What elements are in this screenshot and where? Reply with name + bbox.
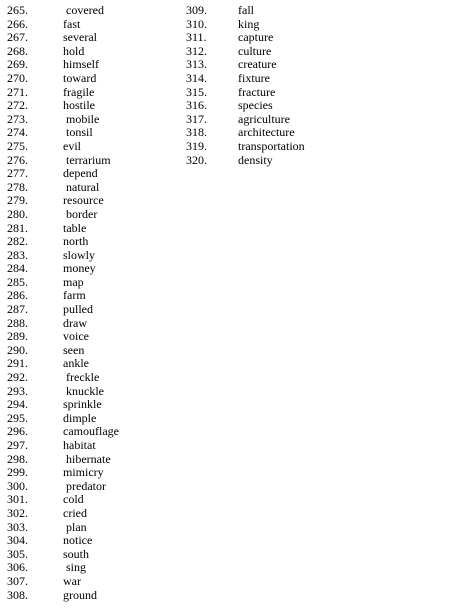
item-word: himself: [63, 57, 99, 72]
item-word: draw: [63, 315, 87, 330]
item-word: border: [66, 206, 98, 221]
item-word: camouflage: [63, 424, 119, 439]
item-number: 270.: [7, 70, 28, 85]
item-number: 317.: [186, 111, 207, 126]
item-word: dimple: [63, 410, 97, 425]
item-word: cried: [63, 505, 87, 520]
item-word: resource: [63, 193, 104, 208]
item-word: war: [63, 573, 81, 588]
item-number: 278.: [7, 179, 28, 194]
item-number: 272.: [7, 98, 28, 113]
item-number: 283.: [7, 247, 28, 262]
item-word: evil: [63, 138, 81, 153]
item-word: sing: [66, 560, 87, 575]
item-number: 310.: [186, 16, 207, 31]
item-word: creature: [238, 57, 277, 72]
item-number: 297.: [7, 438, 28, 452]
item-number: 306.: [7, 560, 28, 575]
item-number: 320.: [186, 152, 207, 167]
item-word: notice: [63, 533, 93, 548]
item-word: hibernate: [66, 451, 111, 466]
item-number: 286.: [7, 288, 28, 303]
item-word: seen: [63, 342, 85, 357]
item-number: 267.: [7, 30, 28, 45]
item-number: 296.: [7, 424, 28, 439]
item-word: plan: [66, 519, 87, 534]
item-number: 308.: [7, 587, 28, 602]
item-word: slowly: [63, 247, 96, 262]
item-number: 300.: [7, 478, 28, 493]
item-number: 301.: [7, 492, 28, 507]
item-number: 284.: [7, 261, 28, 276]
item-word: density: [238, 152, 273, 167]
item-number: 315.: [186, 84, 207, 99]
item-word: depend: [63, 166, 98, 181]
item-word: king: [238, 16, 260, 31]
item-number: 304.: [7, 533, 28, 548]
item-number: 282.: [7, 234, 28, 249]
item-number: 268.: [7, 43, 28, 58]
item-number: 313.: [186, 57, 207, 72]
item-word: knuckle: [66, 383, 104, 398]
item-word: agriculture: [238, 111, 290, 126]
item-word: freckle: [66, 370, 100, 385]
item-word: architecture: [238, 125, 295, 140]
item-word: tonsil: [66, 125, 93, 140]
item-word: table: [63, 220, 87, 235]
item-number: 309.: [186, 3, 207, 17]
item-word: capture: [238, 30, 274, 45]
item-word: farm: [63, 288, 86, 303]
item-word: fixture: [238, 70, 270, 85]
item-number: 312.: [186, 43, 207, 58]
item-word: hostile: [63, 98, 95, 113]
item-number: 273.: [7, 111, 28, 126]
item-word: habitat: [63, 438, 96, 452]
item-number: 288.: [7, 315, 28, 330]
item-number: 319.: [186, 138, 207, 153]
item-word: predator: [66, 478, 106, 493]
item-number: 298.: [7, 451, 28, 466]
item-word: culture: [238, 43, 272, 58]
item-word: hold: [63, 43, 85, 58]
item-number: 293.: [7, 383, 28, 398]
item-number: 311.: [186, 30, 207, 45]
item-word: toward: [63, 70, 97, 85]
item-word: fragile: [63, 84, 95, 99]
item-number: 291.: [7, 356, 28, 371]
item-number: 292.: [7, 370, 28, 385]
item-number: 266.: [7, 16, 28, 31]
item-word: fall: [238, 3, 254, 17]
item-number: 305.: [7, 546, 28, 561]
item-number: 271.: [7, 84, 28, 99]
item-number: 299.: [7, 465, 28, 480]
item-word: voice: [63, 329, 89, 344]
item-word: pulled: [63, 302, 93, 317]
item-word: terrarium: [66, 152, 111, 167]
item-word: natural: [66, 179, 100, 194]
item-number: 285.: [7, 274, 28, 289]
item-number: 307.: [7, 573, 28, 588]
item-word: fast: [63, 16, 81, 31]
item-number: 318.: [186, 125, 207, 140]
item-word: money: [63, 261, 96, 276]
item-number: 265.: [7, 3, 28, 17]
item-number: 295.: [7, 410, 28, 425]
item-word: mimicry: [63, 465, 104, 480]
item-number: 303.: [7, 519, 28, 534]
item-number: 279.: [7, 193, 28, 208]
item-number: 275.: [7, 138, 28, 153]
item-word: species: [238, 98, 273, 113]
item-word: map: [63, 274, 84, 289]
item-word: south: [63, 546, 90, 561]
item-number: 280.: [7, 206, 28, 221]
item-word: covered: [66, 3, 104, 17]
item-word: fracture: [238, 84, 276, 99]
item-number: 316.: [186, 98, 207, 113]
item-word: several: [63, 30, 97, 45]
item-number: 276.: [7, 152, 28, 167]
item-number: 294.: [7, 397, 28, 412]
item-number: 290.: [7, 342, 28, 357]
item-number: 269.: [7, 57, 28, 72]
item-number: 281.: [7, 220, 28, 235]
item-number: 287.: [7, 302, 28, 317]
item-word: transportation: [238, 138, 305, 153]
item-number: 277.: [7, 166, 28, 181]
item-number: 314.: [186, 70, 207, 85]
item-number: 302.: [7, 505, 28, 520]
item-word: ankle: [63, 356, 89, 371]
item-word: cold: [63, 492, 84, 507]
item-number: 289.: [7, 329, 28, 344]
item-word: ground: [63, 587, 97, 602]
item-word: mobile: [66, 111, 100, 126]
item-word: north: [63, 234, 89, 249]
item-number: 274.: [7, 125, 28, 140]
item-word: sprinkle: [63, 397, 102, 412]
